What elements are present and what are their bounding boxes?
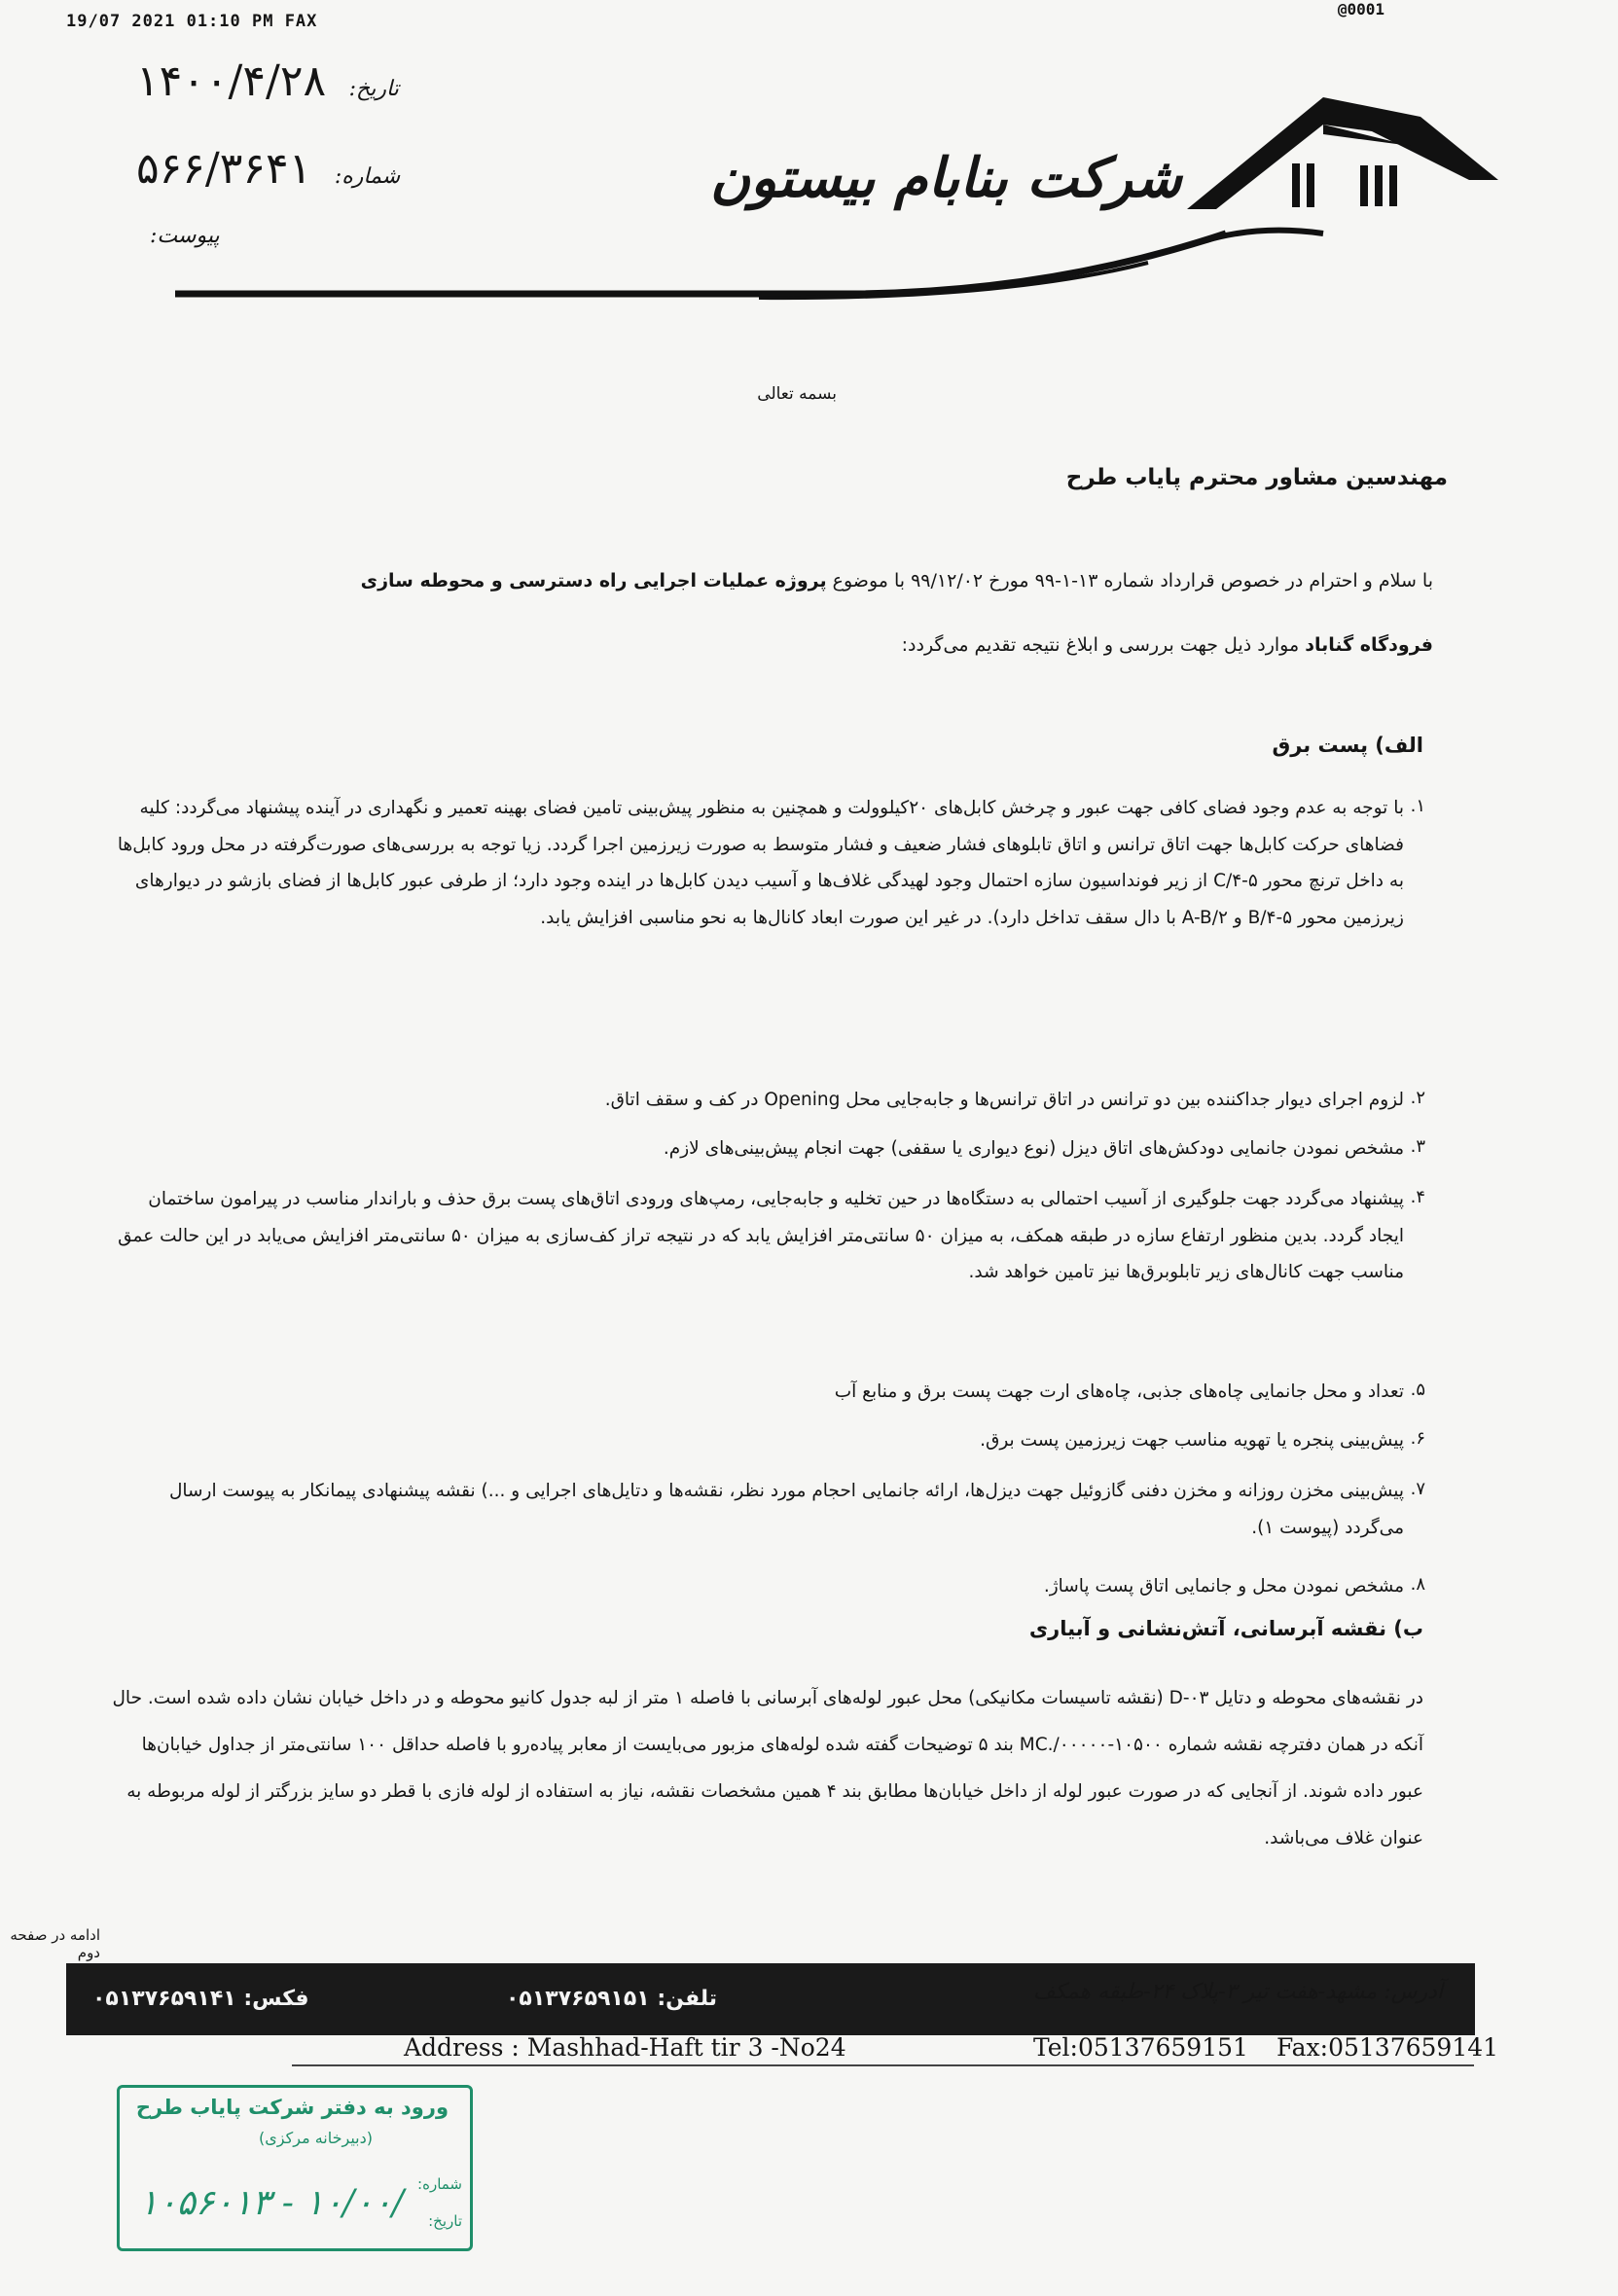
intro-text: با سلام و احترام در خصوص قرارداد شماره ۱۳-۱-۹۹ مورخ ۹۹/۱۲/۰۲ با موضوع bbox=[832, 570, 1433, 592]
stamp-subtitle: (دبیرخانه مرکزی) bbox=[259, 2129, 373, 2147]
salutation: مهندسین مشاور محترم پایاب طرح bbox=[1065, 465, 1448, 490]
footer-fax-fa: فکس: ۰۵۱۳۷۶۵۹۱۴۱ bbox=[92, 1987, 309, 2011]
received-stamp bbox=[117, 2085, 473, 2251]
basmala: بسمه تعالی bbox=[757, 384, 837, 404]
list-item: پیشنهاد می‌گردد جهت جلوگیری از آسیب احتمالی به دستگاه‌ها در حین تخلیه و جابه‌جایی، رمپ‌های ورودی اتاق‌های پست برق حذف و باراندار مناسب در پیرامون ساختمان ایجاد گردد. بدین منظور ارتفاع سازه در طبقه همکف، به میزان ۵۰ سانتی‌متر افزایش یابد که در نتیجه تراز کف‌سازی به میزان ۵۰ سانتی‌متر افزایش می‌یابد در این حالت عمق مناسب جهت کانال‌های زیر تابلوبرق‌ها نیز تامین خواهد شد. bbox=[118, 1189, 1404, 1282]
number-value: ۵۶۶/۳۶۴۱ bbox=[136, 144, 312, 194]
attachment-label: پیوست: bbox=[150, 224, 220, 248]
header-divider-curve bbox=[175, 224, 1255, 311]
number-field bbox=[136, 144, 400, 194]
company-name-logo: شرکت بنابام بیستون bbox=[710, 146, 1182, 210]
section-b-paragraph: در نقشه‌های محوطه و دتایل D-۰۳ (نقشه تاسیسات مکانیکی) محل عبور لوله‌های آبرسانی با فاصله ۱ متر از لبه جدول کانیو محوطه و در داخل خیابان نشان داده شده است. حال آنکه در همان دفترچه نقشه شماره MC./۰۰۰۰۰-۱۰۵۰۰ بند ۵ توضیحات گفته شده لوله‌های مزبور می‌بایست از معابر پیاده‌رو با فاصله حداقل ۱۰۰ سانتی‌متر از جداول خیابان‌ها عبور داده شوند. از آنجایی که در صورت عبور لوله از داخل خیابان‌ها مطابق بند ۴ همین مشخصات نقشه، نیاز به استفاده از لوله فازی با قطر دو سایز بزرگتر از لوله مربوطه به عنوان غلاف می‌باشد. bbox=[112, 1688, 1423, 1848]
item-number: .۳ bbox=[1410, 1136, 1425, 1157]
footer-divider bbox=[292, 2064, 1474, 2066]
intro-line-2 bbox=[149, 630, 1433, 660]
list-item: با توجه به عدم وجود فضای کافی جهت عبور و چرخش کابل‌های ۲۰کیلوولت و همچنین به منظور پیش‌بینی تامین فضای بهینه تعمیر و نگهداری در آینده پیشنهاد می‌گردد: کلیه فضاهای حرکت کابل‌ها جهت اتاق ترانس و اتاق تابلوهای فشار ضعیف و فشار متوسط به صورت زیرزمین اجرا گردد. زیا توجه به بررسی‌های صورت‌گرفته در محل ورود کابل‌ها به داخل ترنچ محور C/۴-۵ از زیر فونداسیون سازه احتمال وجود لهیدگی غلاف‌ها و آسیب دیدن کابل‌ها در اینده وجود دارد؛ از طرفی عبور کابل‌ها از فضای بازشو در دیوارهای زیرزمین محور B/۴-۵ و ۲/A-B با دال سقف تداخل دارد). در غیر این صورت ابعاد کانال‌ها به نحو مناسبی افزایش یابد. bbox=[117, 798, 1404, 928]
footer-address-fa: آدرس: مشهد-هفت تیر ۳-پلاک ۲۴-طبقه همکف bbox=[1032, 1980, 1443, 2004]
list-item: تعداد و محل جانمایی چاه‌های جذبی، چاه‌های ارت جهت پست برق و منابع آب bbox=[834, 1381, 1404, 1402]
section-b-title: ب) نقشه آبرسانی، آتش‌نشانی و آبیاری bbox=[1028, 1617, 1423, 1640]
item-number: .۲ bbox=[1410, 1088, 1425, 1108]
item-number: .۸ bbox=[1410, 1574, 1425, 1595]
project-title: پروژه عملیات اجرایی راه دسترسی و محوطه سازی bbox=[360, 570, 827, 592]
number-label: شماره: bbox=[334, 164, 401, 189]
list-item: لزوم اجرای دیوار جداکننده بین دو ترانس در اتاق ترانس‌ها و جابه‌جایی محل Opening در کف و سقف اتاق. bbox=[604, 1090, 1404, 1110]
footer-fax-en: Fax:05137659141 bbox=[1276, 2033, 1499, 2062]
intro-line-1 bbox=[149, 566, 1433, 595]
item-number: .۵ bbox=[1410, 1380, 1425, 1400]
date-value: ۱۴۰۰/۴/۲۸ bbox=[136, 56, 327, 106]
list-item: پیش‌بینی مخزن روزانه و مخزن دفنی گازوئیل جهت دیزل‌ها، ارائه جانمایی احجام مورد نظر، نقشه‌ها و دتایل‌های اجرایی و ...) نقشه پیشنهادی پیمانکار به پیوست ارسال می‌گردد (پیوست ۱). bbox=[168, 1481, 1404, 1538]
list-item: مشخص نمودن محل و جانمایی اتاق پست پاساژ. bbox=[1043, 1576, 1404, 1596]
stamp-handwritten-number: ۱۰۵۶۰۱۳ - ۱۰/۰۰/ bbox=[139, 2183, 405, 2223]
date-field bbox=[136, 56, 399, 106]
footer-address-en: Address : Mashhad-Haft tir 3 -No24 bbox=[404, 2033, 846, 2062]
continue-note: ادامه در صفحه دوم bbox=[10, 1926, 100, 1961]
item-number: .۱ bbox=[1410, 796, 1425, 816]
stamp-date-label: تاریخ: bbox=[428, 2212, 462, 2230]
fax-header: 19/07 2021 01:10 PM FAX bbox=[66, 12, 318, 31]
stamp-title: ورود به دفتر شرکت پایاب طرح bbox=[135, 2096, 449, 2119]
date-label: تاریخ: bbox=[348, 77, 399, 101]
list-item: مشخص نمودن جانمایی دودکش‌های اتاق دیزل (نوع دیواری یا سقفی) جهت انجام پیش‌بینی‌های لازم. bbox=[663, 1138, 1404, 1159]
intro-suffix: موارد ذیل جهت بررسی و ابلاغ نتیجه تقدیم می‌گردد: bbox=[901, 634, 1300, 656]
item-number: .۷ bbox=[1410, 1479, 1425, 1499]
section-a-title: الف) پست برق bbox=[1272, 734, 1423, 757]
list-item: پیش‌بینی پنجره یا تهویه مناسب جهت زیرزمین پست برق. bbox=[980, 1430, 1404, 1451]
footer-phone-fa: تلفن: ۰۵۱۳۷۶۵۹۱۵۱ bbox=[506, 1987, 718, 2011]
fax-page-number: @0001 bbox=[1337, 0, 1384, 18]
footer-tel-en: Tel:05137659151 bbox=[1033, 2033, 1248, 2062]
item-number: .۴ bbox=[1410, 1187, 1425, 1207]
company-logo-house-icon bbox=[1177, 88, 1508, 243]
item-number: .۶ bbox=[1410, 1428, 1425, 1449]
airport-name: فرودگاه گناباد bbox=[1305, 634, 1433, 656]
stamp-number-label: شماره: bbox=[417, 2175, 462, 2193]
